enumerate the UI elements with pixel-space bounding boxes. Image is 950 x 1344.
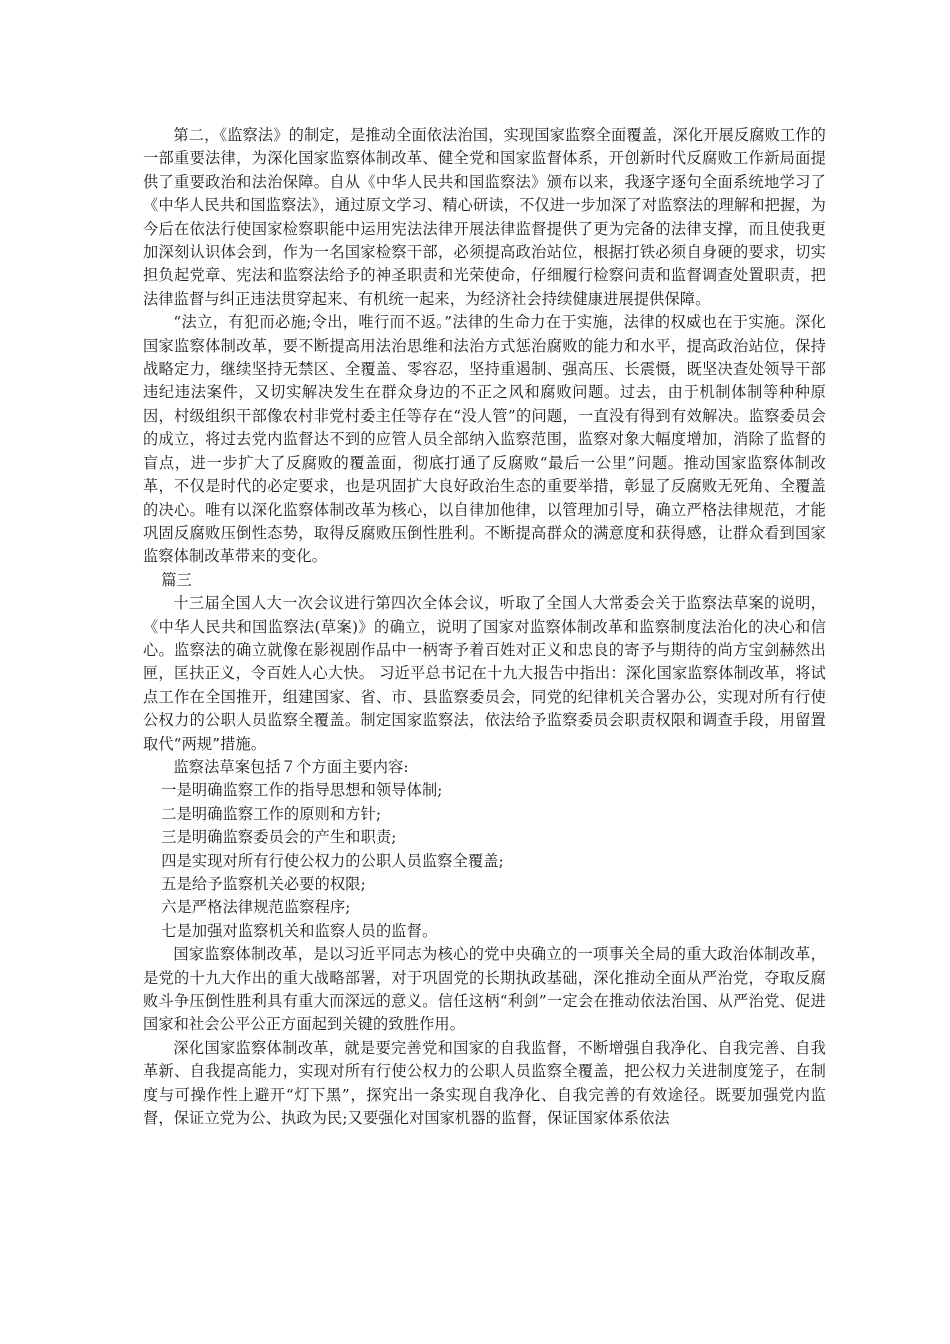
paragraph-second-point: 第二，《监察法》的制定，是推动全面依法治国，实现国家监察全面覆盖，深化开展反腐败工作的一部重要法律，为深化国家监察体制改革、健全党和国家监督体系，开创新时代反腐败工作新局面提供了重要政治和法治保障。自从《中华人民共和国监察法》颁布以来，我逐字逐句全面系统地学习了《中华人民共和国监察法》，通过原文学习、精心研读，不仅进一步加深了对监察法的理解和把握，为今后在依法行使国家检察职能中运用宪法法律开展法律监督提供了更为完备的法律支撑，而且使我更加深刻认识体会到，作为一名国家检察干部，必须提高政治站位，根据打铁必须自身硬的要求，切实担负起党章、宪法和监察法给予的神圣职责和光荣使命，仔细履行检察问责和监督调查处置职责，把法律监督与纠正违法贯穿起来、有机统一起来，为经济社会持续健康进展提供保障。 (143, 126, 826, 308)
section-heading-part-three: 篇三 (161, 570, 192, 589)
paragraph-reform-significance: 国家监察体制改革，是以习近平同志为核心的党中央确立的一项事关全局的重大政治体制改革，是党的十九大作出的重大战略部署，对于巩固党的长期执政基础，深化推动全面从严治党，夺取反腐败斗争压倒性胜利具有重大而深远的意义。信任这柄“利剑”一定会在推动依法治国、从严治党、促进国家和社会公平公正方面起到关键的致胜作用。 (143, 945, 826, 1034)
document-body (143, 124, 826, 1130)
list-item: 六是严格法律规范监察程序; (161, 898, 351, 917)
list-item: 二是明确监察工作的原则和方针; (161, 804, 382, 823)
list-item: 一是明确监察工作的指导思想和领导体制; (161, 781, 443, 800)
list-intro: 监察法草案包括７个方面主要内容: (173, 757, 409, 776)
list-item: 四是实现对所有行使公权力的公职人员监察全覆盖; (161, 851, 504, 870)
list-item: 三是明确监察委员会的产生和职责; (161, 828, 397, 847)
list-item: 五是给予监察机关必要的权限; (161, 875, 366, 893)
list-item: 七是加强对监察机关和监察人员的监督。 (161, 921, 438, 940)
paragraph-npc-session: 十三届全国人大一次会议进行第四次全体会议，听取了全国人大常委会关于监察法草案的说明，《中华人民共和国监察法(草案)》的确立，说明了国家对监察体制改革和监察制度法治化的决心和信心。监察法的确立就像在影视剧作品中一柄寄予着百姓对正义和忠良的寄予与期待的尚方宝剑赫然出匣，匡扶正义，令百姓人心大快。 习近平总书记在十九大报告中指出：深化国家监察体制改革，将试点工作在全国推开，组建国家、省、市、县监察委员会，同党的纪律机关合署办公，实现对所有行使公权力的公职人员监察全覆盖。制定国家监察法，依法给予监察委员会职责权限和调查手段，用留置取代“两规”措施。 (143, 594, 826, 753)
paragraph-self-supervision: 深化国家监察体制改革，就是要完善党和国家的自我监督，不断增强自我净化、自我完善、自我革新、自我提高能力，实现对所有行使公权力的公职人员监察全覆盖，把公权力关进制度笼子，在制度与可操作性上避开“灯下黑”，探究出一条实现自我净化、自我完善的有效途径。既要加强党内监督，保证立党为公、执政为民;又要强化对国家机器的监督，保证国家体系依法 (143, 1038, 826, 1128)
paragraph-law-implementation: “法立，有犯而必施;令出，唯行而不返。”法律的生命力在于实施，法律的权威也在于实施。深化国家监察体制改革，要不断提高用法治思维和法治方式惩治腐败的能力和水平，提高政治站位，保持战略定力，继续坚持无禁区、全覆盖、零容忍，坚持重遏制、强高压、长震慑，既坚决查处领导干部违纪违法案件，又切实解决发生在群众身边的不正之风和腐败问题。过去，由于机制体制等种种原因，村级组织干部像农村非党村委主任等存在“没人管”的问题，一直没有得到有效解决。监察委员会的成立，将过去党内监督达不到的应管人员全部纳入监察范围，监察对象大幅度增加，消除了监督的盲点，进一步扩大了反腐败的覆盖面，彻底打通了反腐败“最后一公里”问题。推动国家监察体制改革，不仅是时代的必定要求，也是巩固扩大良好政治生态的重要举措，彰显了反腐败无死角、全覆盖的决心。唯有以深化监察体制改革为核心，以自律加他律，以管理加引导，确立严格法律规范，才能巩固反腐败压倒性态势，取得反腐败压倒性胜利。不断提高群众的满意度和获得感，让群众看到国家监察体制改革带来的变化。 (143, 313, 826, 566)
